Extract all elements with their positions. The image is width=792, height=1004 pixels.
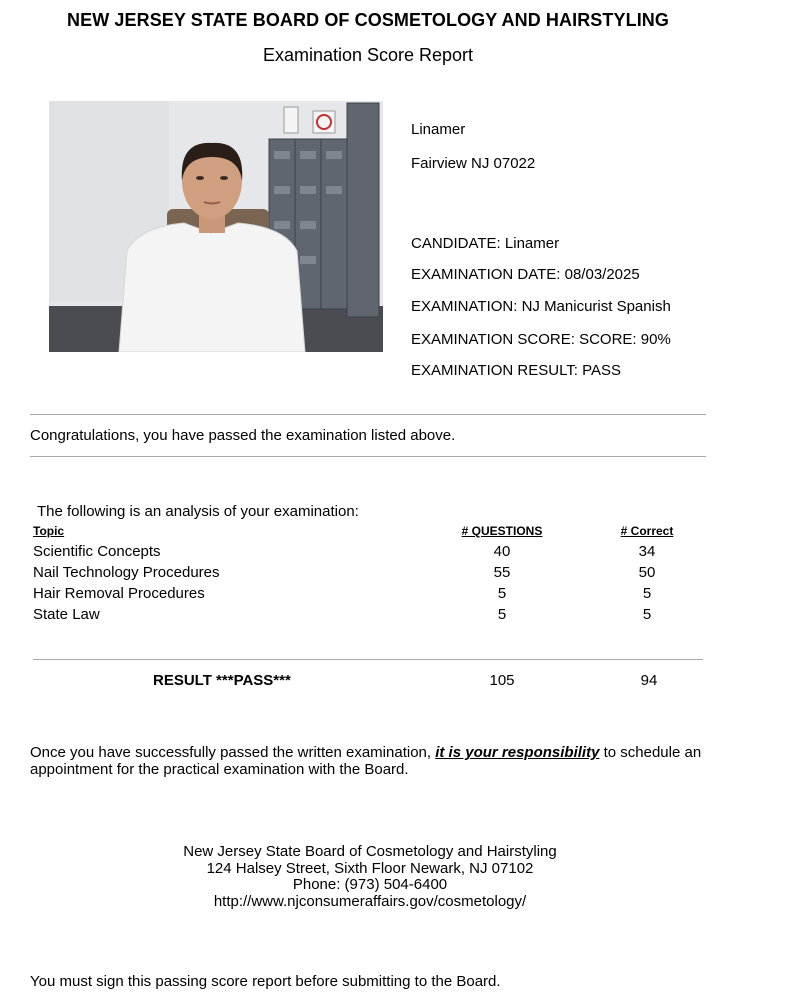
table-row-topic: Nail Technology Procedures: [33, 564, 220, 581]
table-row-correct: 5: [642, 606, 652, 623]
exam-name: EXAMINATION: NJ Manicurist Spanish: [411, 298, 671, 315]
table-row-questions: 40: [493, 543, 511, 560]
table-row-topic: Scientific Concepts: [33, 543, 161, 560]
correct-header: # Correct: [620, 524, 674, 538]
signature-notice: You must sign this passing score report before submitting to the Board.: [30, 973, 501, 990]
candidate-address: Fairview NJ 07022: [411, 155, 536, 172]
table-row-topic: State Law: [33, 606, 100, 623]
divider: [30, 414, 706, 415]
report-subtitle: Examination Score Report: [262, 45, 474, 65]
divider: [30, 456, 706, 457]
candidate-photo: [49, 101, 383, 352]
table-row-questions: 5: [497, 585, 507, 602]
report-title: NEW JERSEY STATE BOARD OF COSMETOLOGY AND HAIRSTYLING: [66, 10, 669, 30]
congratulations-message: Congratulations, you have passed the examination listed above.: [30, 427, 456, 444]
exam-date: EXAMINATION DATE: 08/03/2025: [411, 266, 640, 283]
topic-header: Topic: [33, 524, 65, 538]
questions-header: # QUESTIONS: [461, 524, 543, 538]
board-street: 124 Halsey Street, Sixth Floor Newark, NJ 07102: [206, 860, 534, 877]
candidate-name: Linamer: [411, 121, 466, 138]
board-name: New Jersey State Board of Cosmetology and Hairstyling: [183, 843, 557, 860]
table-row-questions: 55: [493, 564, 511, 581]
board-phone: Phone: (973) 504-6400: [292, 876, 448, 893]
divider: [33, 659, 703, 660]
notice-text: Once you have successfully passed the written examination,: [30, 744, 436, 761]
table-row-correct: 34: [638, 543, 656, 560]
notice-emphasis: it is your responsibility: [435, 744, 600, 761]
board-website: http://www.njconsumeraffairs.gov/cosmetology/: [213, 893, 527, 910]
exam-result: EXAMINATION RESULT: PASS: [411, 362, 622, 379]
result-label: RESULT ***PASS***: [153, 672, 291, 689]
candidate-field: CANDIDATE: Linamer: [411, 235, 560, 252]
table-row-topic: Hair Removal Procedures: [33, 585, 205, 602]
notice-text: to schedule an appointment for the practical examination with the Board.: [30, 744, 702, 778]
total-correct: 94: [640, 672, 658, 689]
analysis-intro: The following is an analysis of your examination:: [37, 503, 359, 520]
table-row-correct: 50: [638, 564, 656, 581]
total-questions: 105: [489, 672, 515, 689]
responsibility-notice: [30, 744, 730, 778]
table-row-correct: 5: [642, 585, 652, 602]
table-row-questions: 5: [497, 606, 507, 623]
exam-score: EXAMINATION SCORE: SCORE: 90%: [411, 331, 671, 348]
